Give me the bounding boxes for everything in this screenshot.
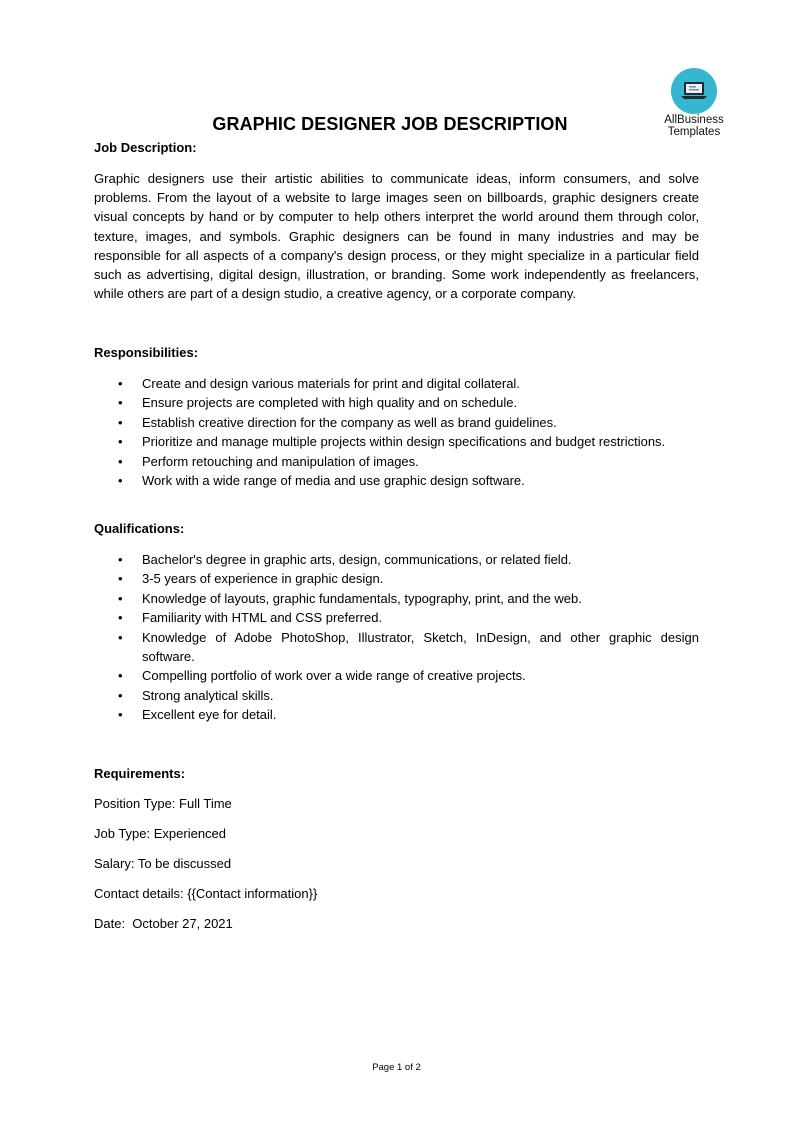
list-item: • Bachelor's degree in graphic arts, design, communications, or related field.: [94, 550, 699, 569]
bullet-icon: •: [118, 707, 123, 723]
list-item: • Strong analytical skills.: [94, 686, 699, 705]
bullet-icon: •: [118, 610, 123, 626]
bullet-icon: •: [118, 668, 123, 684]
list-item: • Ensure projects are completed with high quality and on schedule.: [94, 393, 699, 412]
laptop-icon: [671, 68, 717, 114]
bullet-icon: •: [118, 395, 123, 411]
list-item: • Knowledge of Adobe PhotoShop, Illustrator, Sketch, InDesign, and other graphic design software.: [118, 629, 699, 665]
requirements-heading: Requirements:: [94, 766, 186, 781]
bullet-icon: •: [118, 376, 123, 391]
bullet-icon: •: [118, 687, 123, 703]
bullet-icon: •: [118, 473, 123, 489]
bullet-icon: •: [118, 571, 123, 587]
bullet-icon: •: [118, 629, 123, 645]
page-title: GRAPHIC DESIGNER JOB DESCRIPTION: [212, 114, 568, 134]
bullet-icon: •: [118, 552, 123, 567]
position-type: Position Type: Full Time: [94, 796, 232, 811]
bullet-icon: •: [118, 434, 123, 450]
list-item: • Create and design various materials for print and digital collateral.: [94, 374, 699, 393]
list-item: • Prioritize and manage multiple projects within design specifications and budget restrictions.: [94, 432, 699, 451]
page-number: Page 1 of 2: [372, 1062, 421, 1073]
qualifications-list: [94, 550, 699, 725]
bullet-icon: •: [118, 414, 123, 430]
logo-text-line1: AllBusiness: [664, 114, 724, 126]
list-item: • Work with a wide range of media and use graphic design software.: [94, 471, 699, 490]
list-item: • Perform retouching and manipulation of images.: [94, 452, 699, 471]
job-description-paragraph: Graphic designers use their artistic abilities to communicate ideas, inform consumers, and solve problems. From the layout of a website to large images seen on billboards, graphic designers create visual concepts by hand or by computer to help others interpret the world around them through color, texture, images, and symbols. Graphic designers can be found in many industries and may be responsible for all aspects of a company's design process, or they might specialize in a particular field such as advertising, digital design, illustration, or branding. Some work independently as freelancers, while others are part of a design studio, a creative agency, or a corporate company.: [94, 171, 699, 302]
list-item: • 3-5 years of experience in graphic design.: [94, 569, 699, 588]
list-item: • Familiarity with HTML and CSS preferred.: [94, 608, 699, 627]
contact-details: Contact details: {{Contact information}}: [94, 886, 318, 901]
responsibilities-heading: Responsibilities:: [94, 345, 199, 360]
logo-badge: [671, 68, 717, 114]
bullet-icon: •: [118, 453, 123, 469]
job-type: Job Type: Experienced: [94, 826, 227, 841]
date: Date: October 27, 2021: [94, 916, 233, 931]
list-item: • Excellent eye for detail.: [94, 705, 699, 724]
responsibilities-list: [94, 374, 699, 490]
qualifications-heading: Qualifications:: [94, 521, 185, 536]
bullet-icon: •: [118, 590, 123, 606]
list-item: • Knowledge of layouts, graphic fundamentals, typography, print, and the web.: [94, 589, 699, 608]
job-description-heading: Job Description:: [94, 140, 197, 155]
logo-text-line2: Templates: [667, 126, 721, 138]
list-item: • Compelling portfolio of work over a wide range of creative projects.: [94, 666, 699, 685]
salary: Salary: To be discussed: [94, 856, 232, 871]
list-item: • Establish creative direction for the company as well as brand guidelines.: [94, 413, 699, 432]
